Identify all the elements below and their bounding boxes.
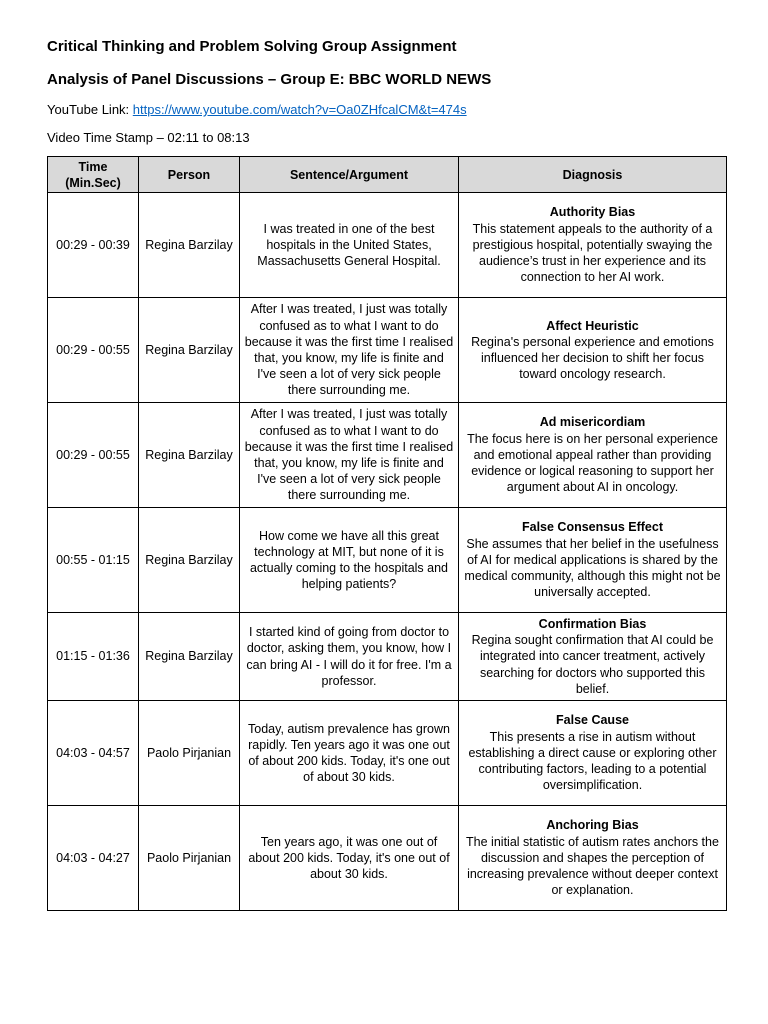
diagnosis-text: Regina's personal experience and emotions influenced her decision to shift her focus toward oncology research. [471, 334, 714, 382]
header-time-line2: (Min.Sec) [65, 175, 121, 190]
diagnosis-title: Confirmation Bias [538, 616, 647, 631]
diagnosis-title: Affect Heuristic [546, 318, 639, 333]
diagnosis-title: Anchoring Bias [546, 818, 639, 833]
youtube-link-line [47, 101, 727, 118]
argument-cell: After I was treated, I just was totally confused as to what I want to do because it was the first time I realised that, you know, my life is finite and I've seen a lot of very sick people there surrounding me. [240, 298, 459, 403]
table-header-row [48, 157, 727, 193]
person-cell: Regina Barzilay [139, 403, 240, 508]
table-row [48, 298, 727, 403]
time-cell: 00:29 - 00:39 [48, 193, 139, 298]
diagnosis-text: The initial statistic of autism rates anchors the discussion and shapes the perception of increasing prevalence without deeper context or explanation. [466, 834, 719, 898]
table-row [48, 701, 727, 806]
person-cell: Regina Barzilay [139, 508, 240, 613]
diagnosis-cell [459, 701, 727, 806]
diagnosis-title: False Consensus Effect [521, 520, 663, 535]
time-cell: 00:29 - 00:55 [48, 298, 139, 403]
time-cell: 00:29 - 00:55 [48, 403, 139, 508]
analysis-table [47, 156, 727, 911]
document-title: Critical Thinking and Problem Solving Group Assignment [47, 38, 457, 55]
diagnosis-title: Ad misericordiam [539, 415, 646, 430]
diagnosis-cell [459, 403, 727, 508]
header-time-line1: Time [78, 159, 108, 174]
table-row [48, 806, 727, 911]
time-cell: 00:55 - 01:15 [48, 508, 139, 613]
diagnosis-text: The focus here is on her personal experience and emotional appeal rather than providing evidence or logical reasoning to support her argument about AI in oncology. [467, 431, 718, 495]
header-time [48, 157, 139, 193]
time-cell: 04:03 - 04:27 [48, 806, 139, 911]
diagnosis-cell [459, 508, 727, 613]
document-subtitle: Analysis of Panel Discussions – Group E: BBC WORLD NEWS [47, 71, 492, 88]
argument-cell: How come we have all this great technology at MIT, but none of it is actually coming to the hospitals and helping patients? [240, 508, 459, 613]
person-cell: Paolo Pirjanian [139, 701, 240, 806]
table-row [48, 508, 727, 613]
person-cell: Paolo Pirjanian [139, 806, 240, 911]
header-argument: Sentence/Argument [240, 157, 459, 193]
table-row [48, 613, 727, 701]
header-person: Person [139, 157, 240, 193]
diagnosis-text: This statement appeals to the authority of a prestigious hospital, potentially swaying the audience’s trust in her experience and its connection to her AI work. [472, 221, 713, 285]
person-cell: Regina Barzilay [139, 193, 240, 298]
table-row [48, 403, 727, 508]
time-cell: 04:03 - 04:57 [48, 701, 139, 806]
time-cell: 01:15 - 01:36 [48, 613, 139, 701]
table-row [48, 193, 727, 298]
person-cell: Regina Barzilay [139, 613, 240, 701]
argument-cell: I was treated in one of the best hospitals in the United States, Massachusetts General Hospital. [240, 193, 459, 298]
diagnosis-title: Authority Bias [549, 205, 636, 220]
diagnosis-cell [459, 613, 727, 701]
argument-cell: I started kind of going from doctor to doctor, asking them, you know, how I can bring AI - I will do it for free. I'm a professor. [240, 613, 459, 701]
argument-cell: Ten years ago, it was one out of about 200 kids. Today, it's one out of about 30 kids. [240, 806, 459, 911]
diagnosis-text: This presents a rise in autism without establishing a direct cause or exploring other contributing factors, leading to a potential oversimplification. [468, 729, 717, 793]
diagnosis-cell [459, 298, 727, 403]
youtube-link[interactable]: https://www.youtube.com/watch?v=Oa0ZHfcalCM&t=474s [132, 102, 467, 117]
document-page [47, 37, 727, 898]
diagnosis-text: Regina sought confirmation that AI could be integrated into cancer treatment, actively searching for doctors who supported this belief. [471, 633, 714, 696]
diagnosis-text: She assumes that her belief in the usefulness of AI for medical applications is shared by the medical community, although this might not be universally accepted. [464, 536, 721, 600]
diagnosis-cell [459, 193, 727, 298]
person-cell: Regina Barzilay [139, 298, 240, 403]
argument-cell: After I was treated, I just was totally confused as to what I want to do because it was the first time I realised that, you know, my life is finite and I've seen a lot of very sick people there surrounding me. [240, 403, 459, 508]
video-timestamp: Video Time Stamp – 02:11 to 08:13 [47, 130, 250, 145]
diagnosis-title: False Cause [556, 713, 629, 728]
youtube-link-label: YouTube Link: [47, 102, 133, 117]
argument-cell: Today, autism prevalence has grown rapidly. Ten years ago it was one out of about 200 kids. Today, it's one out of about 30 kids. [240, 701, 459, 806]
diagnosis-cell [459, 806, 727, 911]
header-diagnosis: Diagnosis [459, 157, 727, 193]
